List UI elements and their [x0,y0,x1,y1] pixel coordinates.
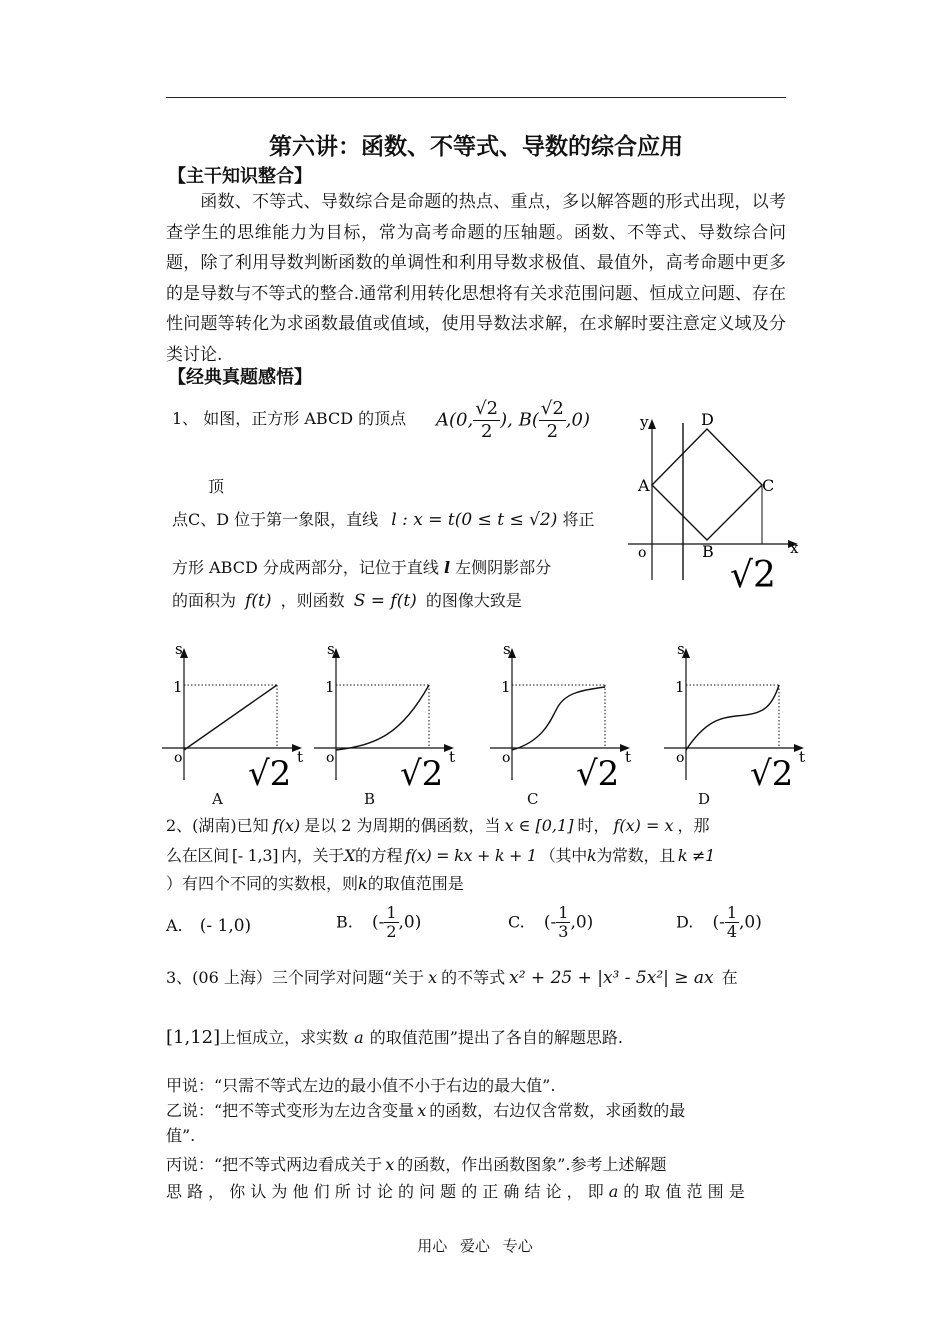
q2-interval: [- 1,3] [231,846,279,865]
q3-line2 [166,1028,623,1048]
y-label: y [640,413,649,431]
q1-line3-text: 方形 ABCD 分成两部分，记位于直线 [172,558,439,577]
q2-fxx: f(x) = x [613,816,674,835]
q1-line1 [172,409,406,429]
section-heading-exam: 【经典真题感悟】 [168,367,312,388]
q3-a2: a [608,1182,619,1201]
q2-option-a [166,916,251,936]
q2-l2c: 的方程 [355,846,403,865]
graph-curve [512,687,605,750]
section-heading-knowledge: 【主干知识整合】 [168,166,312,187]
graph-t-label: t [297,748,304,766]
graph-origin-label: o [326,750,335,766]
graph-one-label: 1 [325,678,335,696]
option-label: D. [676,912,694,932]
caption-a: A [212,790,223,808]
q3-yi-end: 值”. [166,1126,196,1145]
graph-s-label: s [503,640,511,658]
point-c-label: C [762,476,775,495]
q3-x: x [428,968,438,987]
q3-bing-2 [166,1182,745,1202]
sqrt2-label: √2 [730,555,776,596]
point-b-label: B [702,542,714,561]
option-label: C. [508,912,525,932]
graph-one-label: 1 [173,678,183,696]
q3-jia: 甲说：“只需不等式左边的最小值不小于右边的最大值”. [166,1076,556,1095]
q1-word-top: 顶 [208,477,225,496]
frac-den: 3 [558,922,569,941]
caption-c: C [527,790,539,808]
origin-label: o [638,545,647,561]
q2-l2a: 么在区间 [166,846,229,865]
frac-num: √2 [475,398,499,419]
option-value: (- 1,0) [199,916,252,936]
q1-frac-a [473,398,500,443]
q2-option-b [336,904,421,941]
q3-bing-d: 的 取 值 范 围 是 [623,1182,745,1201]
q2-line2 [166,846,715,866]
graph-origin-label: o [676,750,685,766]
q3-a: a [354,1028,364,1047]
q3-bing-c: 思 路 ， 你 认 为 他 们 所 讨 论 的 问 题 的 正 确 结 论 ， 即 [166,1182,604,1201]
q1-point-b-mid: ), B( [500,409,539,431]
q1-points [436,398,590,443]
q3-x2: x [417,1101,427,1120]
q2-l2b: 内，关于 [281,846,344,865]
caption-d: D [698,790,711,808]
q3-l1b: 的不等式 [441,968,506,987]
caption-b: B [364,790,376,808]
frac-den: 2 [480,421,493,442]
q2-cond: x ∈ [0,1] [504,816,574,835]
q3-bing [166,1155,667,1175]
q2-option-c [508,904,593,941]
q1-point-a: A(0, [436,409,474,431]
x-label: x [790,539,799,557]
q1-line4 [172,591,522,611]
option-frac [384,904,398,941]
graph-root-label: √2 [750,754,794,794]
q2-l3a: ）有四个不同的实数根，则 [166,874,359,893]
q2-x: X [343,846,356,865]
point-d-label: D [701,410,714,429]
frac-num: 1 [726,903,738,922]
q1-line2-pre: 点C、D 位于第一象限，直线 [172,510,379,529]
q2-l1b: 是以 2 为周期的偶函数，当 [304,816,501,835]
q1-point-b-end: ,0) [565,409,590,431]
q2-eq: f(x) = kx + k + 1 [405,846,537,865]
q1-frac-b [539,398,566,443]
graph-s-label: s [677,640,685,658]
q2-l1c: 时， [577,816,610,835]
frac-den: 2 [546,421,559,442]
frac-num: 1 [386,903,397,922]
q2-k2: k [358,874,368,893]
option-post: ,0) [739,912,762,933]
q2-k: k [586,846,597,865]
q3-bing-a: 丙说：“把不等式两边看成关于 [166,1155,383,1174]
graph-t-label: t [625,748,632,766]
frac-den: 2 [386,922,397,941]
frac-num: 1 [558,903,569,922]
option-pre: (- [712,912,725,933]
q1-line3 [172,558,551,578]
q3-l2c: 的取值范围”提出了各自的解题思路. [369,1028,623,1047]
q3-ineq: x² + 25 + |x³ - 5x²| ≥ ax [509,968,714,988]
q3-yi-b: 的函数，右边仅含常数，求函数的最 [429,1101,686,1120]
graph-curve [686,685,779,750]
q1-line2 [172,510,594,530]
q3-l2b: 上恒成立，求实数 [220,1028,349,1047]
option-label: B. [336,912,353,932]
q3-range: [1,12] [166,1027,221,1048]
option-pre: (- [543,912,557,933]
q2-l2d: （其中 [539,846,587,865]
graph-root-label: √2 [400,754,444,794]
q1-line4-mid: ，则函数 [280,591,345,610]
page-footer: 用心 爱心 专心 [417,1237,533,1255]
q2-line3 [166,874,464,894]
graph-one-label: 1 [501,678,511,696]
q1-line2-post: 将正 [562,510,595,529]
option-frac [556,904,570,941]
graph-s-label: s [175,640,183,658]
q2-line1 [166,816,710,836]
q2-l2e: 为常数，且 [596,846,675,865]
q1-line3-post: 左侧阴影部分 [455,558,552,577]
graph-curve [336,685,429,750]
option-frac [725,904,739,941]
square-figure [620,405,810,600]
frac-num: √2 [540,398,564,419]
option-label: A. [166,916,183,935]
q2-option-d [676,904,762,941]
y-axis-arrow [648,419,656,429]
q3-yi-a: 乙说：“把不等式变形为左边含变量 [166,1101,415,1120]
frac-den: 4 [726,922,738,941]
point-a-label: A [638,476,650,495]
q1-line4-post: 的图像大致是 [425,591,522,610]
graph-t-label: t [449,748,456,766]
q1-sft: S = f(t) [353,591,417,611]
option-pre: (- [371,912,385,933]
option-post: ,0) [570,912,594,933]
q3-l1c: 在 [721,968,738,987]
q1-line3-l: l [443,558,451,577]
q1-prefix: 1、 如图，正方形 ABCD 的顶点 [172,409,407,428]
page-title: 第六讲：函数、不等式、导数的综合应用 [269,134,683,160]
q2-kneq: k ≠1 [677,846,716,865]
graph-t-label: t [799,748,806,766]
q3-x3: x [385,1155,395,1174]
q2-fx: f(x) [272,816,301,835]
q3-bing-b: 的函数，作出函数图象”.参考上述解题 [397,1155,667,1174]
q2-l1a: 2、(湖南)已知 [166,816,269,835]
header-rule [166,97,786,98]
q3-l1a: 3、(06 上海）三个同学对问题“关于 [166,968,425,987]
graph-root-label: √2 [576,754,620,794]
intro-text: 函数、不等式、导数综合是命题的热点、重点，多以解答题的形式出现，以考查学生的思维能力为目标，常为高考命题的压轴题。函数、不等式、导数综合问题，除了利用导数判断函数的单调性和利用导数求极值、最值外，高考命题中更多的是导数与不等式的整合.通常利用转化思想将有关求范围问题、恒成立问题、存在性问题等转化为求函数最值或值域，使用导数法求解，在求解时要注意定义域及分类讨论. [166,192,786,365]
q3-line1 [166,968,738,988]
graph-s-label: s [327,640,335,658]
square-abcd [652,429,762,540]
q1-ft: f(t) [245,591,272,611]
option-post: ,0) [398,912,422,933]
graph-origin-label: o [174,750,183,766]
q2-l3b: 的取值范围是 [367,874,464,893]
q1-line4-pre: 的面积为 [172,591,237,610]
graph-root-label: √2 [248,754,292,794]
q2-l1d: ，那 [677,816,710,835]
intro-paragraph [166,187,786,370]
answer-graphs [160,640,806,810]
graph-curve [184,685,277,750]
q3-yi [166,1101,685,1121]
graph-one-label: 1 [675,678,685,696]
q1-line-eq: l : x = t(0 ≤ t ≤ √2) [391,510,558,530]
graph-origin-label: o [502,750,511,766]
